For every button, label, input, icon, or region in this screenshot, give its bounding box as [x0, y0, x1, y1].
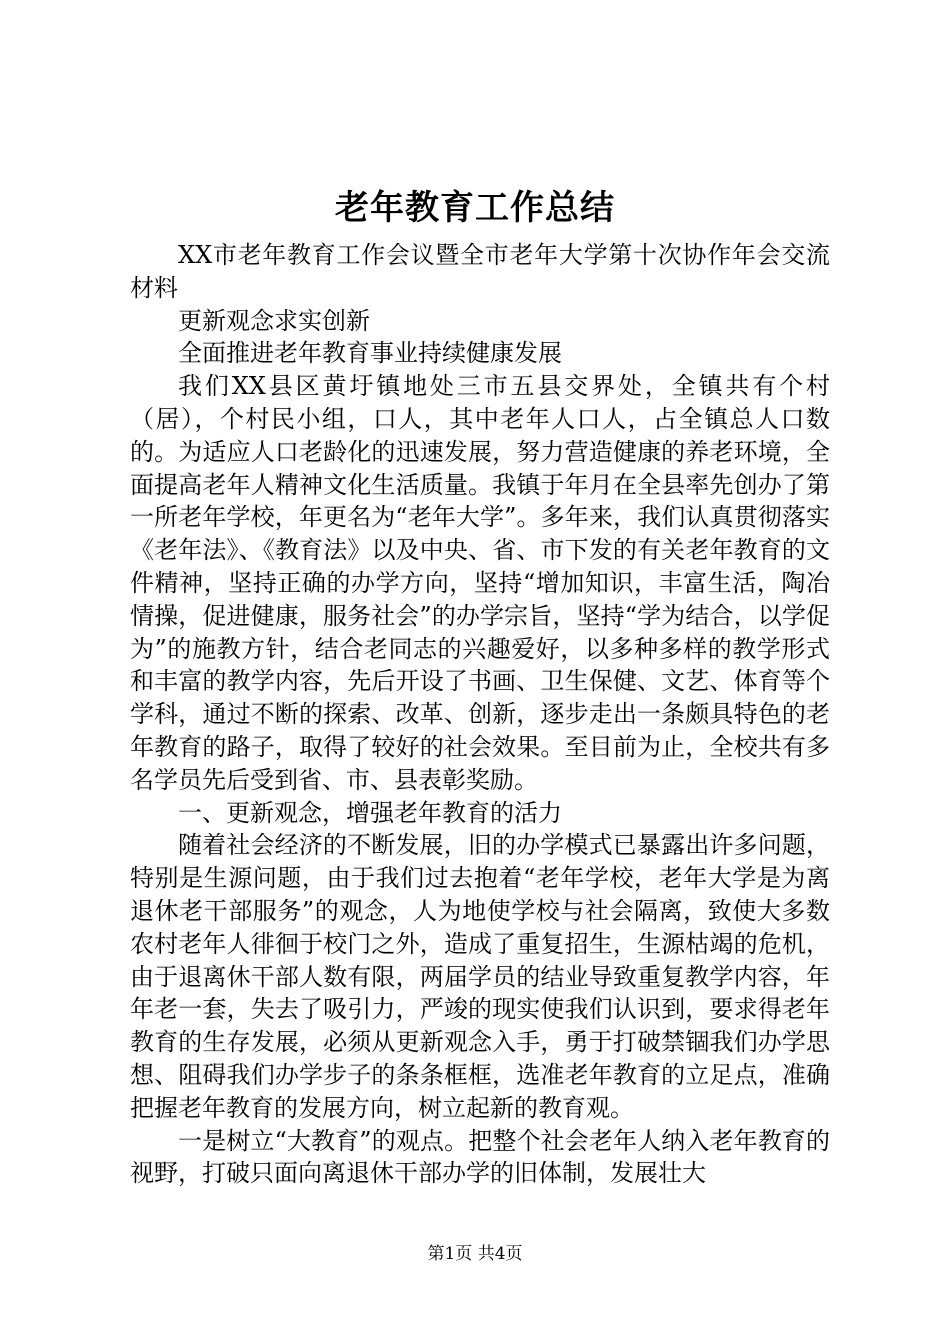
paragraph-body: 随着社会经济的不断发展，旧的办学模式已暴露出许多问题，特别是生源问题，由于我们过去抱着“老年学校，老年大学是为离退休老干部服务”的观念，人为地使学校与社会隔离，致使大多数农村老年人徘徊于校门之外，造成了重复招生，生源枯竭的危机，由于退离休干部人数有限，两届学员的结业导致重复教学内容，年年老一套，失去了吸引力，严竣的现实使我们认识到，要求得老年教育的生存发展，必须从更新观念入手，勇于打破禁锢我们办学思想、阻碍我们办学步子的条条框框，选准老年教育的立足点，准确把握老年教育的发展方向，树立起新的教育观。: [130, 831, 830, 1122]
paragraph-heading-1: 更新观念求实创新: [178, 306, 370, 335]
section-heading: 一、更新观念，增强老年教育的活力: [178, 798, 562, 827]
paragraph-heading-2: 全面推进老年教育事业持续健康发展: [178, 339, 562, 368]
paragraph-subtitle: XX市老年教育工作会议暨全市老年大学第十次协作年会交流材料: [130, 241, 830, 302]
page-footer: 第1页 共4页: [427, 1244, 523, 1264]
paragraph-intro: 我们XX县区黄圩镇地处三市五县交界处，全镇共有个村（居），个村民小组，口人，其中老年人口人，占全镇总人口数的。为适应人口老龄化的迅速发展，努力营造健康的养老环境，全面提高老年人精神文化生活质量。我镇于年月在全县率先创办了第一所老年学校，年更名为“老年大学”。多年来，我们认真贯彻落实《老年法》、《教育法》以及中央、省、市下发的有关老年教育的文件精神，坚持正确的办学方向，坚持“增加知识，丰富生活，陶冶情操，促进健康，服务社会”的办学宗旨，坚持“学为结合，以学促为”的施教方针，结合老同志的兴趣爱好，以多种多样的教学形式和丰富的教学内容，先后开设了书画、卫生保健、文艺、体育等个学科，通过不断的探索、改革、创新，逐步走出一条颇具特色的老年教育的路子，取得了较好的社会效果。至目前为止，全校共有多名学员先后受到省、市、县表彰奖励。: [130, 372, 830, 794]
paragraph-point-1: 一是树立“大教育”的观点。把整个社会老年人纳入老年教育的视野，打破只面向离退休干部办学的旧体制，发展壮大: [130, 1126, 830, 1188]
document-title: 老年教育工作总结: [335, 188, 615, 228]
document-body: [130, 239, 830, 1190]
